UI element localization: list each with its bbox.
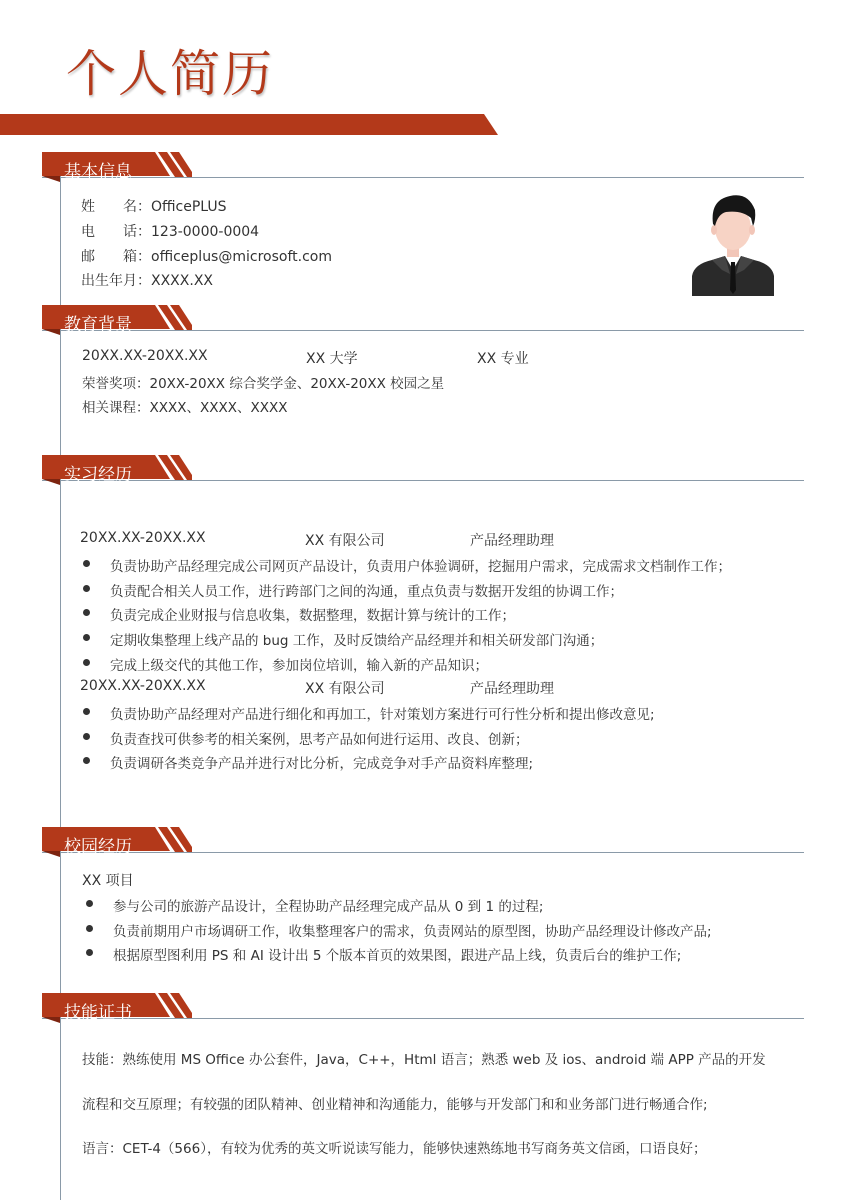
edu-major: XX 专业 (477, 351, 529, 367)
email-value: officeplus@microsoft.com (151, 249, 332, 265)
section-header-basic (42, 152, 804, 186)
campus-project: XX 项目 (82, 873, 134, 889)
name-label: 姓 名： (81, 199, 151, 215)
skills-line: 流程和交互原理；有较强的团队精神、创业精神和沟通能力，能够与开发部门和和业务部门进行畅通合作; (82, 1097, 708, 1113)
birth-label: 出生年月： (81, 273, 151, 289)
job-item: 定期收集整理上线产品的 bug 工作，及时反馈给产品经理并和相关研发部门沟通； (110, 633, 604, 649)
section-title: 教育背景 (64, 315, 132, 335)
section-title: 基本信息 (64, 162, 132, 182)
name-value: OfficePLUS (151, 199, 227, 215)
title-banner (0, 114, 500, 136)
page-title: 个人简历 (66, 45, 274, 103)
bullet-icon (83, 585, 90, 592)
phone-row (81, 221, 259, 241)
job-item: 负责协助产品经理完成公司网页产品设计，负责用户体验调研，挖掘用户需求，完成需求文档制作工作； (110, 559, 731, 575)
job-item: 完成上级交代的其他工作，参加岗位培训，输入新的产品知识； (110, 658, 488, 674)
campus-item: 负责前期用户市场调研工作，收集整理客户的需求，负责网站的原型图，协助产品经理设计修改产品; (113, 924, 712, 940)
section-title: 实习经历 (64, 465, 132, 485)
job-company: XX 有限公司 (305, 533, 385, 549)
bullet-icon (83, 757, 90, 764)
section-title: 校园经历 (64, 837, 132, 857)
bullet-icon (86, 900, 93, 907)
campus-item: 参与公司的旅游产品设计，全程协助产品经理完成产品从 0 到 1 的过程; (113, 899, 544, 915)
bullet-icon (83, 634, 90, 641)
bullet-icon (83, 708, 90, 715)
job-role: 产品经理助理 (470, 533, 554, 549)
edu-period: 20XX.XX-20XX.XX (82, 348, 208, 364)
section-header-campus (42, 827, 804, 861)
skills-line: 语言：CET-4（566），有较为优秀的英文听说读写能力，能够快速熟练地书写商务英文信函，口语良好； (82, 1141, 707, 1157)
edu-school: XX 大学 (306, 351, 358, 367)
skills-line: 技能：熟练使用 MS Office 办公套件，Java，C++，Html 语言；熟悉 web 及 ios、android 端 APP 产品的开发 (82, 1052, 766, 1068)
name-row (81, 196, 227, 216)
email-label: 邮 箱： (81, 249, 151, 265)
birth-row (81, 270, 213, 290)
birth-value: XXXX.XX (151, 273, 213, 289)
job-item: 负责调研各类竞争产品并进行对比分析，完成竞争对手产品资料库整理; (110, 756, 534, 772)
bullet-icon (83, 659, 90, 666)
section-header-skills (42, 993, 804, 1027)
bullet-icon (86, 925, 93, 932)
job-company: XX 有限公司 (305, 681, 385, 697)
job-item: 负责完成企业财报与信息收集，数据整理，数据计算与统计的工作； (110, 608, 515, 624)
bullet-icon (83, 609, 90, 616)
phone-value: 123-0000-0004 (151, 224, 260, 240)
job-item: 负责协助产品经理对产品进行细化和再加工，针对策划方案进行可行性分析和提出修改意见; (110, 707, 655, 723)
bullet-icon (83, 560, 90, 567)
section-header-education (42, 305, 804, 339)
avatar-icon (692, 190, 774, 296)
edu-honors: 荣誉奖项：20XX-20XX 综合奖学金、20XX-20XX 校园之星 (82, 376, 445, 392)
job-role: 产品经理助理 (470, 681, 554, 697)
campus-item: 根据原型图利用 PS 和 AI 设计出 5 个版本首页的效果图，跟进产品上线，负责后台的维护工作; (113, 948, 682, 964)
job-period: 20XX.XX-20XX.XX (80, 530, 206, 546)
job-item: 负责配合相关人员工作，进行跨部门之间的沟通，重点负责与数据开发组的协调工作； (110, 584, 623, 600)
section-title: 技能证书 (64, 1003, 132, 1023)
job-item: 负责查找可供参考的相关案例，思考产品如何进行运用、改良、创新； (110, 732, 529, 748)
email-row (81, 246, 332, 266)
bullet-icon (83, 733, 90, 740)
edu-courses: 相关课程：XXXX、XXXX、XXXX (82, 400, 288, 416)
phone-label: 电 话： (81, 224, 151, 240)
section-header-internship (42, 455, 804, 489)
job-period: 20XX.XX-20XX.XX (80, 678, 206, 694)
bullet-icon (86, 949, 93, 956)
